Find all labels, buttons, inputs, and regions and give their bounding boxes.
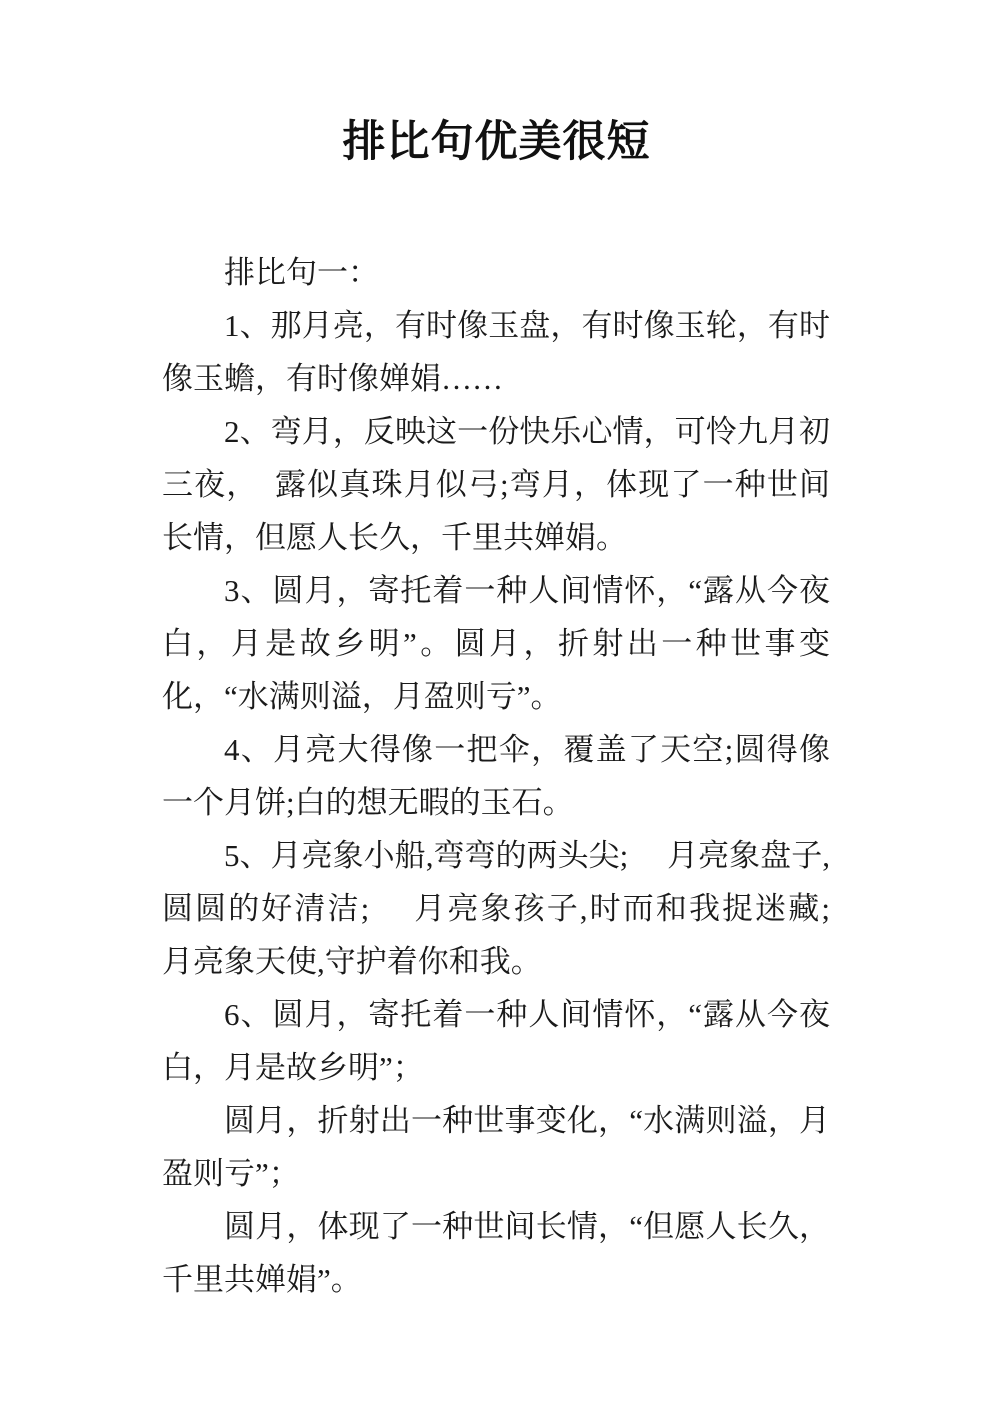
- paragraph-3: 3、圆月，寄托着一种人间情怀，“露从今夜白，月是故乡明”。圆月，折射出一种世事变化，“水满则溢，月盈则亏”。: [162, 573, 830, 714]
- paragraph-6: 6、圆月，寄托着一种人间情怀，“露从今夜白，月是故乡明”；: [162, 997, 830, 1085]
- paragraph-4: 4、月亮大得像一把伞，覆盖了天空;圆得像一个月饼;白的想无暇的玉石。: [162, 732, 830, 820]
- document-title: 排比句优美很短: [342, 118, 651, 166]
- paragraph-5: 5、月亮象小船,弯弯的两头尖; 月亮象盘子,圆圆的好清洁; 月亮象孩子,时而和我捉迷藏; 月亮象天使,守护着你和我。: [162, 838, 869, 979]
- document-body: [162, 246, 869, 1306]
- paragraph-1: 1、那月亮，有时像玉盘，有时像玉轮，有时像玉蟾，有时像婵娟……: [162, 308, 830, 396]
- paragraph-2: 2、弯月，反映这一份快乐心情，可怜九月初三夜， 露似真珠月似弓;弯月，体现了一种世间长情，但愿人长久，千里共婵娟。: [162, 414, 830, 555]
- paragraph-7: 圆月，折射出一种世事变化，“水满则溢，月盈则亏”；: [162, 1103, 830, 1191]
- paragraph-8: 圆月，体现了一种世间长情，“但愿人长久，千里共婵娟”。: [162, 1209, 830, 1297]
- section-heading: 排比句一：: [224, 255, 379, 290]
